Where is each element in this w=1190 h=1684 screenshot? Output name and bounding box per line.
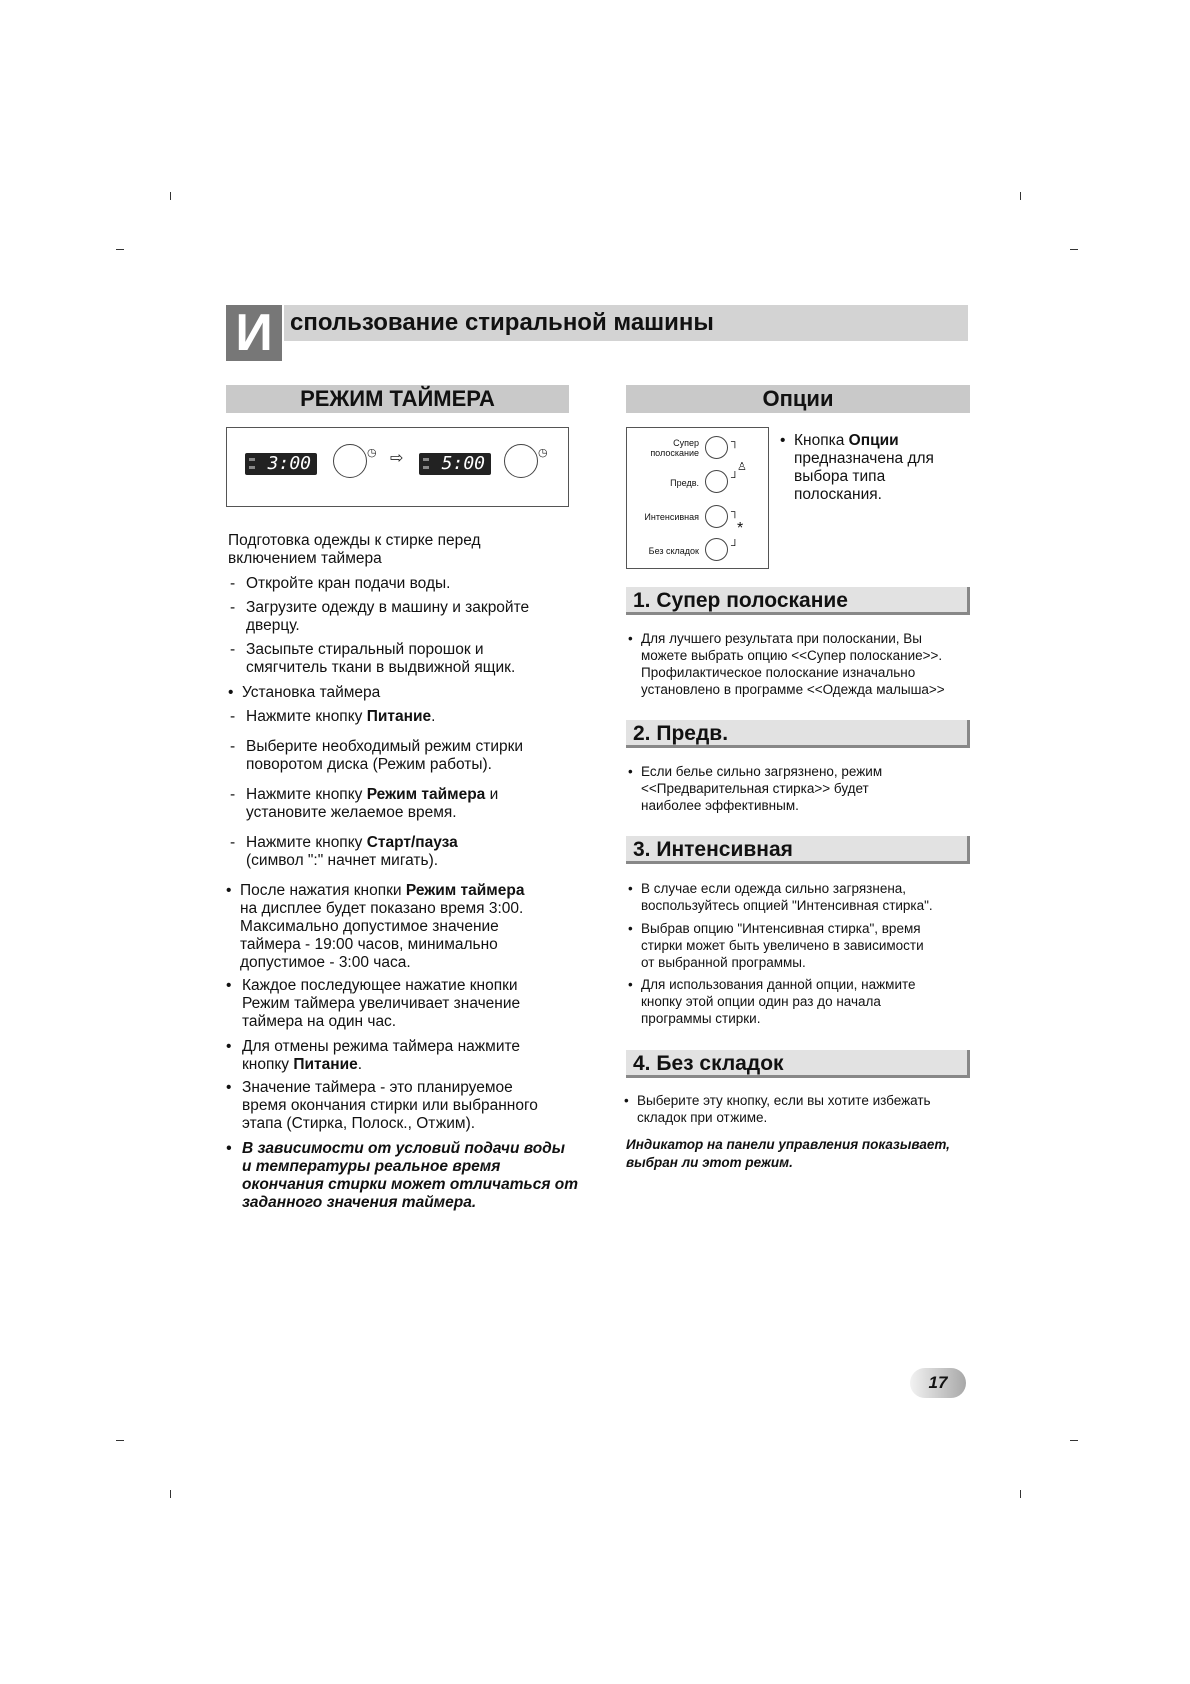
crop-mark: [170, 192, 171, 200]
crop-mark: [116, 1440, 124, 1441]
timer-button-icon: [504, 444, 538, 478]
bracket-icon: ┘: [731, 472, 739, 484]
crop-mark: [1070, 249, 1078, 250]
panel-label: Интенсивная: [644, 512, 699, 522]
super-rinse-button-icon: [705, 436, 728, 459]
page-title: спользование стиральной машины: [284, 305, 968, 341]
options-panel-illustration: [626, 427, 769, 569]
options-section-title: Опции: [626, 385, 970, 413]
clock-icon: ◷: [367, 447, 377, 459]
timer-section-title: РЕЖИМ ТАЙМЕРА: [226, 385, 569, 413]
timer-button-icon: [333, 444, 367, 478]
intensive-button-icon: [705, 505, 728, 528]
crop-mark: [116, 249, 124, 250]
timer-intro: Подготовка одежды к стирке перед включением таймера: [228, 532, 481, 567]
timer-illustration: [226, 427, 569, 507]
panel-label: Предв.: [670, 478, 699, 488]
bracket-icon: ┐: [731, 506, 739, 518]
chapter-letter: И: [226, 305, 282, 361]
clock-icon: ◷: [538, 447, 548, 459]
prewash-button-icon: [705, 470, 728, 493]
option-heading-prewash: 2. Предв.: [626, 720, 970, 748]
crop-mark: [1020, 1490, 1021, 1498]
lock-icon: ♙: [737, 461, 747, 473]
display-before: 3:00: [245, 453, 317, 475]
bracket-icon: ┘: [731, 540, 739, 552]
page-number: 17: [910, 1368, 966, 1398]
display-after: 5:00: [419, 453, 491, 475]
panel-label: Без складок: [648, 546, 699, 556]
indicator-note: Индикатор на панели управления показывает, выбран ли этот режим.: [626, 1137, 950, 1170]
no-crease-button-icon: [705, 538, 728, 561]
option-heading-intensive: 3. Интенсивная: [626, 836, 970, 864]
panel-label: Супер полоскание: [650, 438, 699, 458]
option-heading-no-crease: 4. Без складок: [626, 1050, 970, 1078]
bracket-icon: ┐: [731, 436, 739, 448]
arrow-right-icon: ⇨: [390, 450, 404, 467]
crop-mark: [1070, 1440, 1078, 1441]
crop-mark: [1020, 192, 1021, 200]
star-icon: *: [737, 520, 744, 537]
crop-mark: [170, 1490, 171, 1498]
option-heading-super-rinse: 1. Супер полоскание: [626, 587, 970, 615]
